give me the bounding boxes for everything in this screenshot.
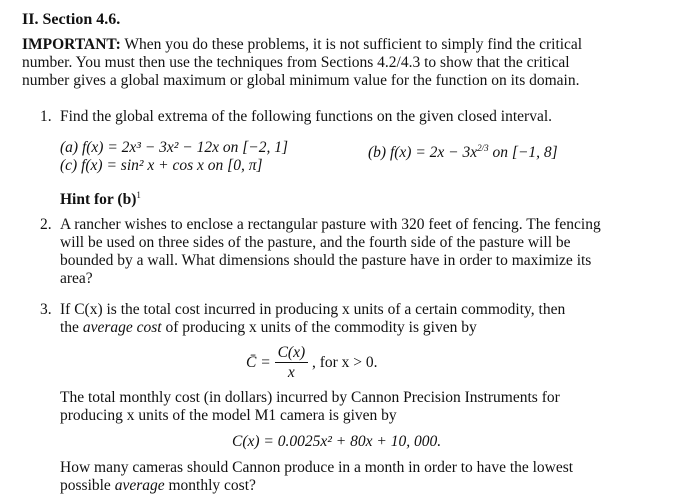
problem-3-line-2 (60, 319, 477, 337)
section-title: II. Section 4.6. (22, 11, 121, 28)
formula-numerator: C(x) (275, 344, 309, 363)
problem-3-number: 3. (40, 301, 52, 318)
important-line-2: number. You must then use the techniques from Sections 4.2/4.3 to show that the critical (22, 54, 570, 71)
important-line-3: number gives a global maximum or global minimum value for the function on its domain. (22, 72, 580, 89)
formula-lhs: C̄ = (246, 354, 271, 371)
problem-3-line-3: The total monthly cost (in dollars) incurred by Cannon Precision Instruments for (60, 389, 560, 406)
hint-label[interactable]: Hint for (b) (60, 191, 137, 208)
hint-footnote[interactable]: 1 (136, 190, 141, 200)
formula-condition: , for x > 0. (311, 354, 378, 371)
problem-1-text: Find the global extrema of the following functions on the given closed interval. (60, 108, 553, 125)
hint-link[interactable] (60, 186, 141, 209)
important-line-1 (22, 36, 582, 54)
problem-2-line-2: will be used on three sides of the pasture, and the fourth side of the pasture will be (60, 234, 571, 251)
problem-2-line-3: bounded by a wall. What dimensions should the pasture have in order to maximize its (60, 252, 592, 269)
problem-2-number: 2. (40, 216, 52, 233)
problem-1b-prefix: (b) f(x) = 2x − 3x (368, 144, 478, 161)
problem-1b-exponent: 2/3 (477, 143, 489, 153)
problem-1-number: 1. (40, 108, 52, 125)
problem-1a: (a) f(x) = 2x³ − 3x² − 12x on [−2, 1] (60, 139, 289, 156)
problem-2-line-1: A rancher wishes to enclose a rectangular pasture with 320 feet of fencing. The fencing (60, 216, 601, 233)
problem-3-line-2-a: the (60, 319, 83, 336)
formula-fraction (275, 344, 309, 381)
problem-1b-suffix: on [−1, 8] (488, 144, 558, 161)
problem-3-line-6-b: monthly cost? (164, 477, 256, 494)
problem-3-line-2-b: of producing x units of the commodity is given by (161, 319, 477, 336)
average-cost-term: average cost (82, 319, 162, 336)
problem-3-line-6-a: possible (60, 477, 115, 494)
problem-2-line-4: area? (60, 270, 93, 287)
important-text-1: When you do these problems, it is not sufficient to simply find the critical (124, 36, 583, 53)
important-label: IMPORTANT: (22, 36, 121, 53)
average-cost-formula (246, 344, 378, 381)
problem-3-line-4: producing x units of the model M1 camera is given by (60, 407, 397, 424)
formula-denominator: x (287, 364, 295, 381)
problem-3-line-6 (60, 477, 256, 495)
problem-3-line-1: If C(x) is the total cost incurred in producing x units of a certain commodity, then (60, 301, 566, 318)
problem-1b (368, 139, 558, 162)
problem-1c: (c) f(x) = sin² x + cos x on [0, π] (60, 157, 263, 174)
problem-3-line-5: How many cameras should Cannon produce in a month in order to have the lowest (60, 459, 574, 476)
average-term: average (114, 477, 165, 494)
cost-formula: C(x) = 0.0025x² + 80x + 10, 000. (232, 433, 442, 450)
